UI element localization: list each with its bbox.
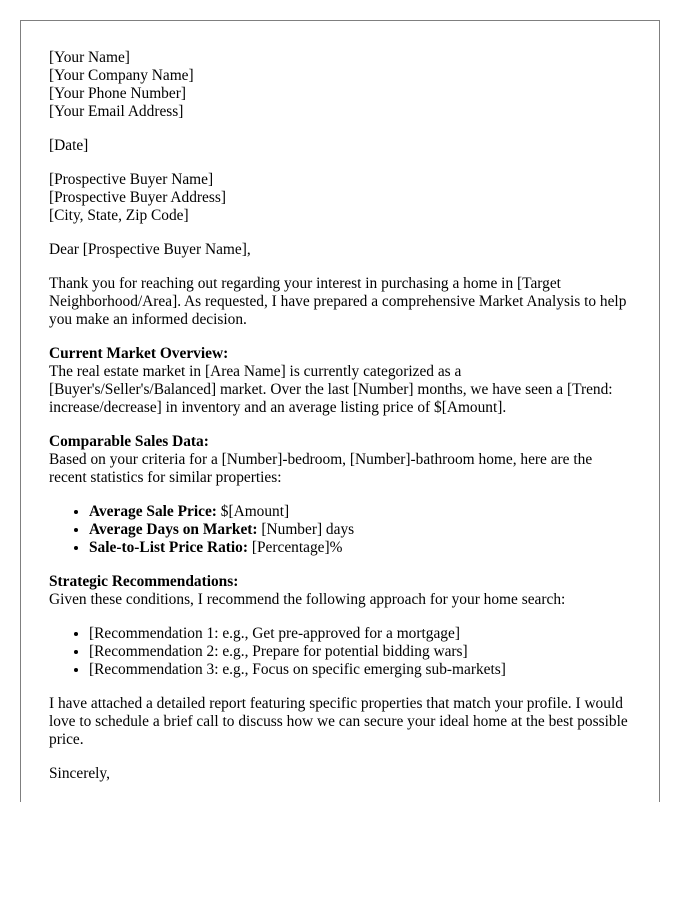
- date-block: [49, 137, 631, 155]
- stat-label: Average Sale Price:: [89, 503, 217, 520]
- letter-date: [Date]: [49, 137, 89, 154]
- signoff: Sincerely,: [49, 765, 110, 782]
- comparable-stats-list: [49, 503, 631, 557]
- recipient-name: [Prospective Buyer Name]: [49, 171, 214, 188]
- comparable-sales-text: Based on your criteria for a [Number]-bedroom, [Number]-bathroom home, here are the recent statistics for similar properties:: [49, 451, 593, 486]
- sender-phone: [Your Phone Number]: [49, 85, 186, 102]
- market-overview-section: [49, 345, 631, 417]
- stat-value: $[Amount]: [216, 503, 290, 520]
- letter-content: [21, 21, 659, 783]
- stat-value: [Percentage]%: [248, 539, 343, 556]
- stat-value: [Number] days: [257, 521, 355, 538]
- letter-page: [20, 20, 660, 802]
- intro-paragraph: Thank you for reaching out regarding your interest in purchasing a home in [Target Neighborhood/Area]. As requested, I have prepared a comprehensive Market Analysis to help you make an informed decision.: [49, 275, 627, 328]
- recommendations-heading: Strategic Recommendations:: [49, 573, 239, 590]
- comparable-sales-heading: Comparable Sales Data:: [49, 433, 209, 450]
- stat-average-days-on-market: [89, 521, 631, 539]
- recommendation-item: • [Recommendation 1: e.g., Get pre-approved for a mortgage]: [89, 625, 631, 643]
- salutation: Dear [Prospective Buyer Name],: [49, 241, 251, 258]
- recommendations-text: Given these conditions, I recommend the following approach for your home search:: [49, 591, 566, 608]
- market-overview-heading: Current Market Overview:: [49, 345, 229, 362]
- sender-block: [49, 49, 631, 121]
- closing-paragraph: I have attached a detailed report featuring specific properties that match your profile. I would love to schedule a brief call to discuss how we can secure your ideal home at the best possible price.: [49, 695, 628, 748]
- sender-company: [Your Company Name]: [49, 67, 194, 84]
- sender-email: [Your Email Address]: [49, 103, 184, 120]
- recipient-block: [49, 171, 631, 225]
- recommendations-section: [49, 573, 631, 609]
- stat-label: Sale-to-List Price Ratio:: [89, 539, 248, 556]
- stat-average-sale-price: [89, 503, 631, 521]
- recommendation-item: • [Recommendation 2: e.g., Prepare for potential bidding wars]: [89, 643, 631, 661]
- recommendation-item: • [Recommendation 3: e.g., Focus on specific emerging sub-markets]: [89, 661, 631, 679]
- recipient-address: [Prospective Buyer Address]: [49, 189, 226, 206]
- stat-label: Average Days on Market:: [89, 521, 258, 538]
- market-overview-text: The real estate market in [Area Name] is currently categorized as a [Buyer's/Seller's/Balanced] market. Over the last [Number] months, we have seen a [Trend: increase/decrease] in inventory and an average listing price of $[Amount].: [49, 363, 613, 416]
- recommendations-list: [49, 625, 631, 679]
- comparable-sales-section: [49, 433, 631, 487]
- sender-name: [Your Name]: [49, 49, 130, 66]
- stat-sale-to-list-ratio: [89, 539, 631, 557]
- recipient-city-state-zip: [City, State, Zip Code]: [49, 207, 189, 224]
